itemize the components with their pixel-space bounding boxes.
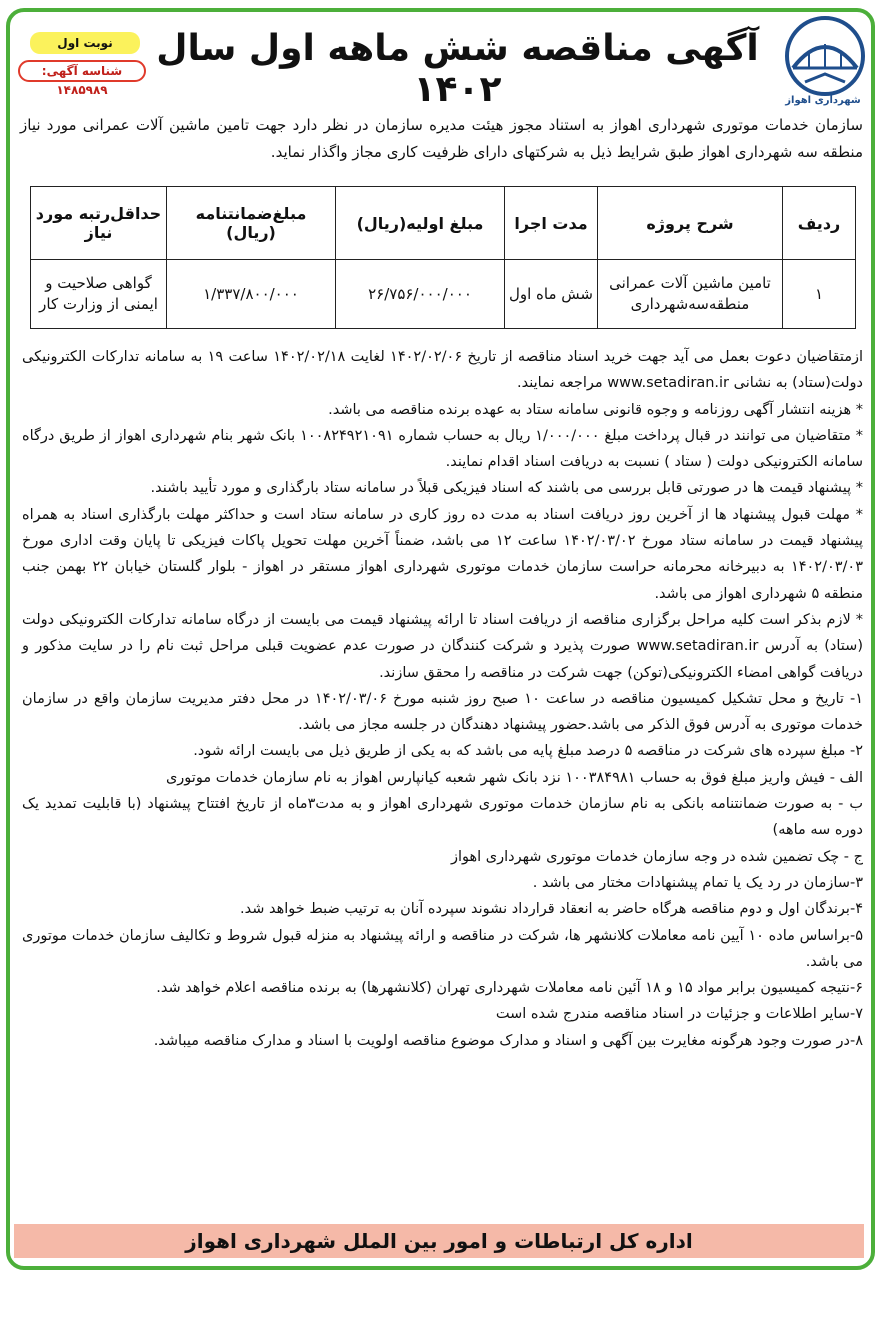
paragraph: ۱- تاریخ و محل تشکیل کمیسیون مناقصه در ساعت ۱۰ صبح روز شنبه مورخ ۱۴۰۲/۰۳/۰۶ در محل دفتر مدیریت سازمان واقع در سازمان خدمات موتوری به آدرس فوق الذکر می باشد.حضور پیشنهاد دهندگان در جلسه مجاز می باشد. — [22, 690, 863, 734]
paragraph: ۸-در صورت وجود هرگونه مغایرت بین آگهی و اسناد و مدارک موضوع مناقصه اولویت با اسناد و مدارک مناقصه میباشد. — [153, 1032, 863, 1049]
paragraph: * پیشنهاد قیمت ها در صورتی قابل بررسی می باشند که اسناد فیزیکی قبلاً در سامانه ستاد بارگذاری و مورد تأیید باشند. — [150, 480, 863, 497]
paragraph: ۶-نتیجه کمیسیون برابر مواد ۱۵ و ۱۸ آئین نامه معاملات شهرداری تهران (کلانشهرها) به برنده مناقصه اعلام خواهد شد. — [156, 980, 863, 997]
header-cell-initial-amount: مبلغ اولیه(ریال) — [336, 187, 505, 260]
header-cell-guarantee-amount: مبلغ‌ضمانتنامه (ریال) — [167, 187, 336, 260]
paragraph: ب - به صورت ضمانتنامه بانکی به نام سازمان خدمات موتوری شهرداری اهواز و به مدت۳ماه از تاریخ افتتاح پیشنهاد (با قابلیت تمدید یک دوره سه ماهه) — [22, 796, 863, 839]
page-title: آگهی مناقصه شش ماهه اول سال ۱۴۰۲ — [156, 28, 759, 110]
paragraph: ۵-براساس ماده ۱۰ آیین نامه معاملات کلانشهر ها، شرکت در مناقصه و ارائه پیشنهاد به منزله قبول شروط و تکالیف سازمان خدمات موتوری می باشد. — [22, 927, 863, 970]
paragraph: ۴-برندگان اول و دوم مناقصه هرگاه حاضر به انعقاد قرارداد نشوند سپرده آنان به ترتیب ضبط خواهد شد. — [240, 901, 863, 918]
paragraph: * مهلت قبول پیشنهاد ها از آخرین روز دریافت اسناد به مدت ده روز کاری در سامانه ستاد است و حداکثر مهلت بارگذاری اسناد به همراه پیشنهاد قیمت در سامانه ستاد مورخ ۱۴۰۲/۰۳/۰۲ ساعت ۱۲ می باشد، ضمناً آخرین مهلت تحویل پاکات فیزیکی تا پایان وقت اداری مورخ ۱۴۰۲/۰۳/۰۳ به دبیرخانه محرمانه حراست سازمان خدمات موتوری شهرداری اهواز مستقر در اهواز - بلوار گلستان خیابان ۲۲ بهمن جنب منطقه ۵ شهرداری اهواز می باشد. — [22, 506, 864, 602]
table-row — [31, 260, 856, 329]
paragraph: * هزینه انتشار آگهی روزنامه و وجوه قانونی سامانه ستاد به عهده برنده مناقصه می باشد. — [328, 401, 863, 418]
header-cell-min-rank: حداقل‌رتبه مورد نیاز — [31, 187, 167, 260]
tender-table — [30, 186, 856, 329]
footer-banner: اداره کل ارتباطات و امور بین الملل شهرداری اهواز — [14, 1224, 864, 1258]
cell-duration: شش ماه اول — [505, 260, 598, 329]
cell-row-number: ۱ — [783, 260, 856, 329]
header-cell-row: ردیف — [783, 187, 856, 260]
paragraph: * لازم بذکر است کلیه مراحل برگزاری مناقصه از دریافت اسناد تا ارائه پیشنهاد قیمت می بایست از درگاه سامانه تدارکات الکترونیکی دولت (ستاد) به آدرس www.setadiran.ir صورت پذیرد و شرکت کنندگان در صورت عدم عضویت قبلی مراحل ثبت نام را در سایت مذکور و دریافت گواهی امضاء الکترونیکی(توکن) جهت شرکت در مناقصه را محقق سازند. — [22, 611, 863, 681]
paragraph: ج - چک تضمین شده در وجه سازمان خدمات موتوری شهرداری اهواز — [450, 848, 863, 865]
paragraph: * متقاضیان می توانند در قبال پرداخت مبلغ ۱/۰۰۰/۰۰۰ ریال به حساب شماره ۱۰۰۸۲۴۹۲۱۰۹۱ بانک شهر بنام شهرداری اهواز از طریق درگاه سامانه الکترونیکی دولت ( ستاد ) نسبت به دریافت اسناد اقدام نمایند. — [22, 427, 863, 471]
cell-initial-amount: ۲۶/۷۵۶/۰۰۰/۰۰۰ — [336, 260, 505, 329]
logo-caption: شهرداری اهواز — [785, 95, 861, 106]
cell-guarantee-amount: ۱/۳۳۷/۸۰۰/۰۰۰ — [167, 260, 336, 329]
header-cell-duration: مدت اجرا — [505, 187, 598, 260]
cell-min-rank: گواهی صلاحیت و ایمنی از وزارت کار — [31, 260, 167, 329]
paragraph: ازمتقاضیان دعوت بعمل می آید جهت خرید اسناد مناقصه از تاریخ ۱۴۰۲/۰۲/۰۶ لغایت ۱۴۰۲/۰۲/۱۸ ساعت ۱۹ به سامانه تدارکات الکترونیکی دولت(ستاد) به نشانی www.setadiran.ir مراجعه نمایند. — [22, 349, 863, 392]
paragraph: الف - فیش واریز مبلغ فوق به حساب ۱۰۰۳۸۴۹۸۱ نزد بانک شهر شعبه کیانپارس اهواز به نام سازمان خدمات موتوری — [165, 769, 863, 786]
table-header-row — [31, 187, 856, 260]
cell-description: تامین ماشین آلات عمرانی منطقه‌سه‌شهرداری — [598, 260, 783, 329]
ad-id-badge: شناسه آگهی: ۱۴۸۵۹۸۹ — [18, 60, 146, 82]
round-badge: نوبت اول — [30, 32, 140, 54]
paragraph: ۳-سازمان در رد یک یا تمام پیشنهادات مختار می باشد . — [532, 874, 863, 891]
header-cell-description: شرح پروژه — [598, 187, 783, 260]
intro-text: سازمان خدمات موتوری شهرداری اهواز به استناد مجوز هیئت مدیره سازمان در نظر دارد جهت تامین ماشین آلات عمرانی مورد نیاز منطقه سه شهرداری اهواز طبق شرایط ذیل به شرکتهای دارای ظرفیت کاری مجاز واگذار نماید. — [20, 116, 863, 161]
paragraph: ۲- مبلغ سپرده های شرکت در مناقصه ۵ درصد مبلغ پایه می باشد که به یکی از طریق ذیل می بایست ارائه شود. — [193, 743, 863, 760]
paragraph: ۷-سایر اطلاعات و جزئیات در اسناد مناقصه مندرج شده است — [495, 1006, 863, 1023]
conditions-body — [22, 344, 863, 1054]
